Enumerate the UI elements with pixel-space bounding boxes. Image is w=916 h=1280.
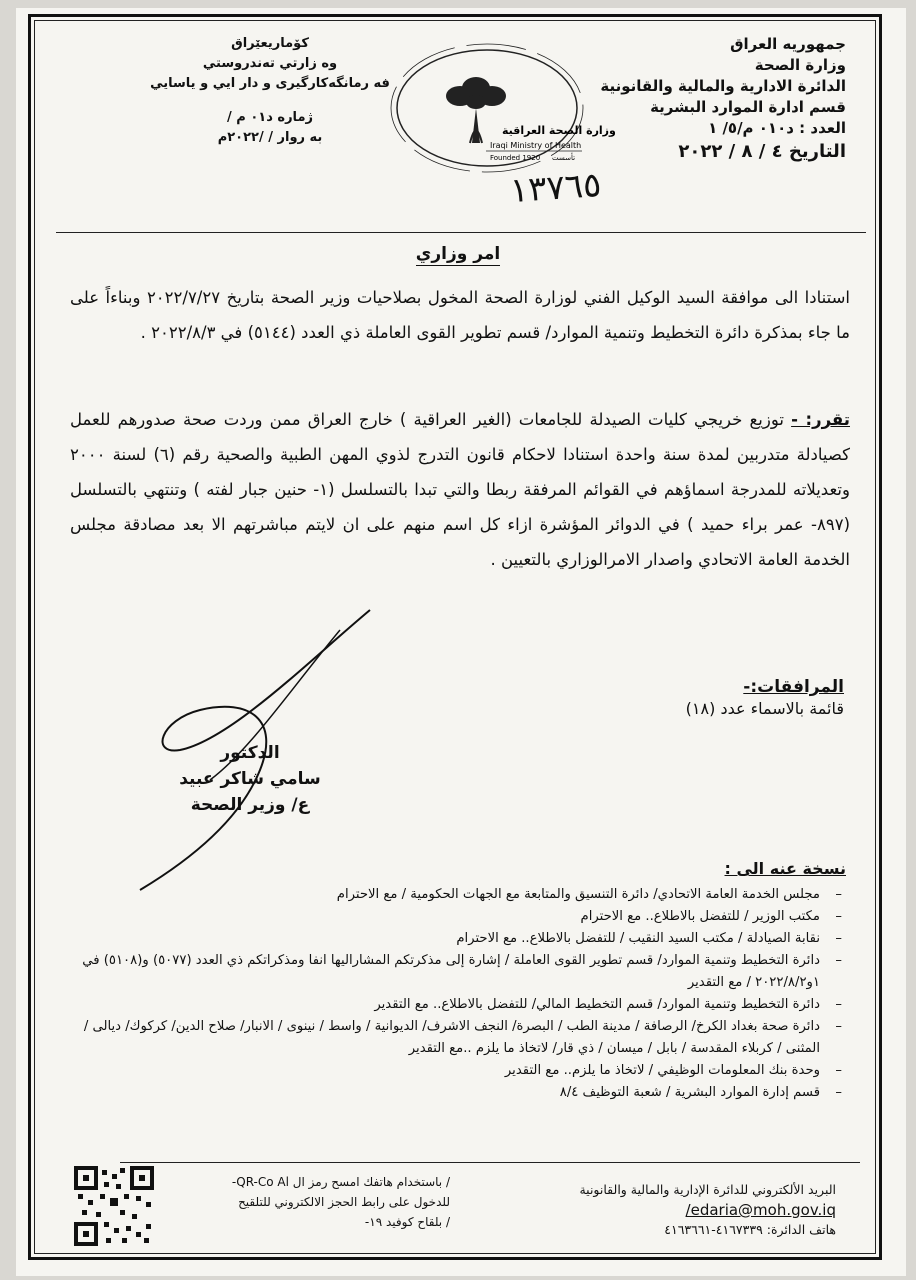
- footer-phone: هاتف الدائرة: ٤١٦٧٣٣٩-٤١٦٣٦٦١: [664, 1222, 836, 1237]
- copy-recipient: – نقابة الصيادلة / مكتب السيد النقيب / للتفضل بالاطلاع.. مع الاحترام: [56, 928, 846, 950]
- signatory-name: سامي شاكر عبيد: [179, 769, 321, 789]
- country-name-kurdish: كۆماریعێراق: [231, 36, 309, 51]
- footer-divider: [120, 1162, 860, 1163]
- country-name: جمهوريه العراق: [730, 35, 846, 53]
- copy-recipient: – قسم إدارة الموارد البشرية / شعبة التوظيف ٨/٤: [56, 1082, 846, 1104]
- date-kurdish: به روار / /٢٠٢٢م: [217, 130, 323, 145]
- copies-list-block: [56, 858, 846, 1104]
- qr-note-line3: / بلقاح كوفيد ١٩-: [364, 1215, 450, 1229]
- header-divider: [56, 232, 866, 233]
- copy-recipient: – وحدة بنك المعلومات الوظيفي / لاتخاذ ما يلزم.. مع التقدير: [56, 1060, 846, 1082]
- qr-note-line2: للدخول على رابط الحجز الالكتروني للتلقيح: [238, 1195, 450, 1209]
- copy-recipient: – دائرة التخطيط وتنمية الموارد/ قسم تطوير القوى العاملة / إشارة إلى مذكرتكم المشاراليها انفا ومذكراتكم ذي العدد (٥٠٧٧) و(٥١٠٨) في ١و٢٠٢٢/٨/٢ / مع التقدير: [56, 950, 846, 994]
- palm-tree-icon: [446, 77, 506, 143]
- document-date: التاريخ ٤ / ٨ / ٢٠٢٢: [678, 141, 846, 162]
- intro-paragraph: استنادا الى موافقة السيد الوكيل الفني لوزارة الصحة المخول بصلاحيات وزير الصحة بتاريخ ٢٠٢٢/٧/٢٧ وبناءاً على ما جاء بمذكرة دائرة التخطيط وتنمية الموارد/ قسم تطوير القوى العاملة ذي العدد (٥١٤٤) في ٢٠٢٢/٨/٣ .: [70, 288, 850, 342]
- number-kurdish: ژماره د٠١ م /: [227, 110, 313, 125]
- copy-recipient: – دائرة صحة بغداد الكرخ/ الرصافة / مدينة الطب / البصرة/ النجف الاشرف/ الديوانية / واسط / نينوى / الانبار/ صلاح الدين/ كركوك/ ديالى / المثنى / كربلاء المقدسة / بابل / ميسان / ذي قار/ لاتخاذ ما يلزم ..مع التقدير: [56, 1016, 846, 1060]
- signatory-role: ع/ وزير الصحة: [190, 795, 310, 815]
- department-name: قسم ادارة الموارد البشرية: [650, 98, 846, 116]
- attachments-label: المرافقات:-: [743, 677, 844, 697]
- document-title: امر وزاري: [415, 244, 501, 264]
- footer-email[interactable]: /edaria@moh.gov.iq: [685, 1201, 836, 1219]
- copies-label: نسخة عنه الى :: [724, 859, 846, 878]
- attachments-item: قائمة بالاسماء عدد (١٨): [685, 699, 844, 718]
- logo-founded: Founded 1920: [490, 154, 541, 162]
- directorate-name: الدائرة الادارية والمالية والقانونية: [600, 77, 846, 95]
- document-number: العدد : د٠١٠ م/٥/ ١: [708, 119, 846, 137]
- qr-note-line1: / باستخدام هاتفك امسح رمز ال QR-Co Al-: [231, 1175, 450, 1189]
- letterhead-kurdish: [140, 34, 400, 148]
- decision-block: [70, 402, 850, 577]
- decision-text: توزيع خريجي كليات الصيدلة للجامعات (الغير العراقية ) خارج العراق ممن وردت صحة صدورهم للعمل كصيادلة متدربين لمدة سنة واحدة استنادا لاحكام قانون التدرج لذوي المهن الطبية والصحية رقم (٦) لسنة ٢٠٠٠ وتعديلاته للمدرجة اسماؤهم في القوائم المرفقة ربطا والتي تبدا بالتسلسل (١- حنين جبار لفته ) وتنتهي بالتسلسل (٨٩٧- عمر براء حميد ) في الدوائر المؤشرة ازاء كل اسم منهم على ان لايتم مباشرتهم الا بعد مصادقة مجلس الخدمة العامة الاتحادي واصدار الامرالوزاري بالتعيين .: [70, 410, 851, 569]
- ministry-name: وزارة الصحة: [754, 56, 846, 74]
- attachments-block: [686, 676, 844, 720]
- ministry-name-kurdish: وه زارتي تەندروستي: [202, 56, 338, 71]
- footer-email-label: البريد الألكتروني للدائرة الإدارية والمالية والقانونية: [579, 1182, 836, 1197]
- registry-stamp-number: ١٣٧٦٥: [508, 164, 603, 212]
- copy-recipient: – دائرة التخطيط وتنمية الموارد/ قسم التخطيط المالي/ للتفضل بالاطلاع.. مع التقدير: [56, 994, 846, 1016]
- footer-qr-note: [160, 1172, 450, 1232]
- qr-code-icon[interactable]: [74, 1166, 154, 1246]
- ministry-logo: [372, 48, 616, 176]
- footer-contact: [536, 1180, 836, 1240]
- signatory-title: الدكتور: [220, 743, 280, 763]
- signature-block: [150, 740, 350, 818]
- logo-english-name: Iraqi Ministry of Health: [490, 141, 582, 150]
- directorate-name-kurdish: فه رمانگەكارگيری و دار ايي و ياسايي: [150, 76, 390, 91]
- copy-recipient: – مكتب الوزير / للتفضل بالاطلاع.. مع الاحترام: [56, 906, 846, 928]
- logo-arabic-name: وزارة الصحة العراقية: [502, 124, 616, 137]
- decision-label: تقرر: -: [791, 410, 850, 429]
- copy-recipient: – مجلس الخدمة العامة الاتحادي/ دائرة التنسيق والمتابعة مع الجهات الحكومية / مع الاحترام: [56, 884, 846, 906]
- logo-founded-arabic: تأسست: [552, 154, 576, 162]
